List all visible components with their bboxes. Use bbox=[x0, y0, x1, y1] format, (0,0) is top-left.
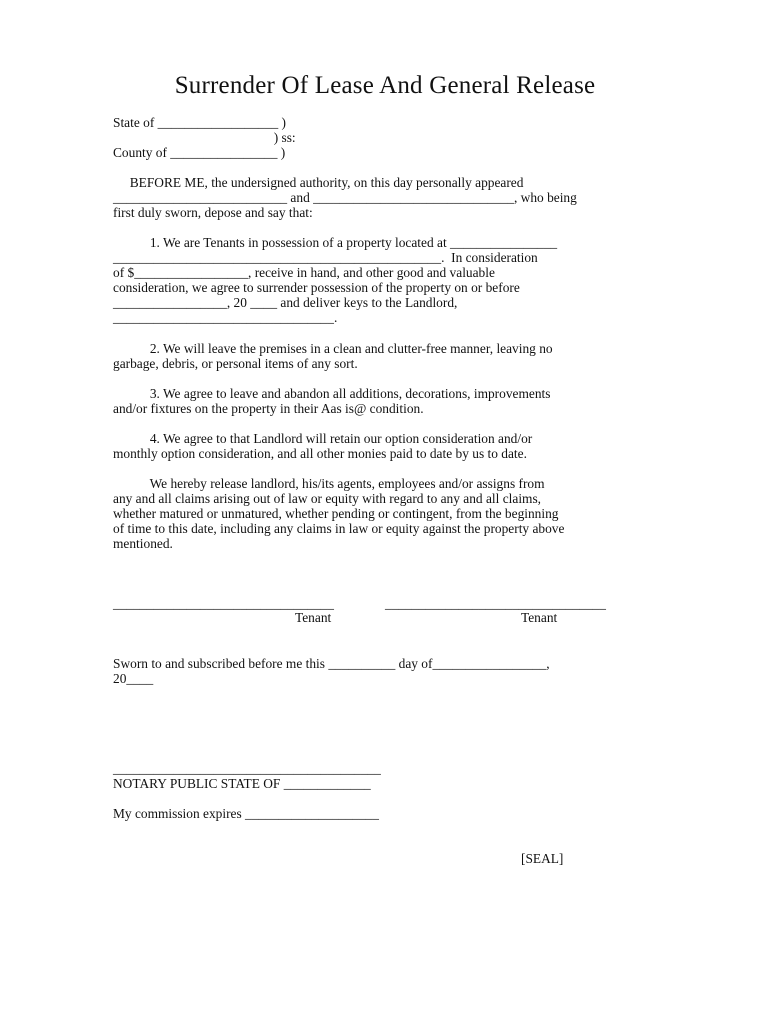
sworn-line: 20____ bbox=[113, 671, 154, 686]
paragraph-2-line: 2. We will leave the premises in a clean and clutter-free manner, leaving no bbox=[113, 341, 553, 356]
notary-signature-line: ________________________________________ bbox=[113, 761, 381, 776]
release-line: mentioned. bbox=[113, 536, 173, 551]
release-line: any and all claims arising out of law or equity with regard to any and all claims, bbox=[113, 491, 542, 506]
paragraph-4-line: 4. We agree to that Landlord will retain our option consideration and/or bbox=[113, 431, 533, 446]
paragraph-4-line: monthly option consideration, and all other monies paid to date by us to date. bbox=[113, 446, 527, 461]
sworn-line: Sworn to and subscribed before me this __________ day of_________________, bbox=[113, 656, 550, 671]
tenant-label: Tenant bbox=[295, 610, 332, 625]
commission-expires: My commission expires ____________________ bbox=[113, 806, 379, 821]
paragraph-1-line: _________________, 20 ____ and deliver keys to the Landlord, bbox=[113, 295, 458, 310]
release-line: We hereby release landlord, his/its agents, employees and/or assigns from bbox=[113, 476, 545, 491]
state-line: State of __________________ ) bbox=[113, 115, 286, 130]
paragraph-3-line: 3. We agree to leave and abandon all additions, decorations, improvements bbox=[113, 386, 551, 401]
paragraph-1-line: of $_________________, receive in hand, and other good and valuable bbox=[113, 265, 495, 280]
tenant-signature-line: _________________________________ bbox=[113, 596, 334, 611]
release-line: of time to this date, including any claims in law or equity against the property above bbox=[113, 521, 565, 536]
paragraph-3-line: and/or fixtures on the property in their Aas is@ condition. bbox=[113, 401, 424, 416]
ss-line: ) ss: bbox=[113, 130, 296, 145]
paragraph-2-line: garbage, debris, or personal items of any sort. bbox=[113, 356, 358, 371]
tenant-signature-line: _________________________________ bbox=[385, 596, 606, 611]
intro-line: BEFORE ME, the undersigned authority, on this day personally appeared bbox=[113, 175, 524, 190]
tenant-label: Tenant bbox=[521, 610, 558, 625]
paragraph-1-line: 1. We are Tenants in possession of a property located at ________________ bbox=[113, 235, 558, 250]
paragraph-1-line: _________________________________________________. In consideration bbox=[113, 250, 538, 265]
intro-line: first duly sworn, depose and say that: bbox=[113, 205, 313, 220]
document-title: Surrender Of Lease And General Release bbox=[174, 72, 596, 99]
county-line: County of ________________ ) bbox=[113, 145, 286, 160]
paragraph-1-line: consideration, we agree to surrender possession of the property on or before bbox=[113, 280, 520, 295]
notary-label: NOTARY PUBLIC STATE OF _____________ bbox=[113, 776, 371, 791]
seal-label: [SEAL] bbox=[521, 851, 564, 866]
release-line: whether matured or unmatured, whether pending or contingent, from the beginning bbox=[113, 506, 559, 521]
intro-line: __________________________ and ______________________________, who being bbox=[113, 190, 577, 205]
paragraph-1-line: _________________________________. bbox=[113, 310, 338, 325]
